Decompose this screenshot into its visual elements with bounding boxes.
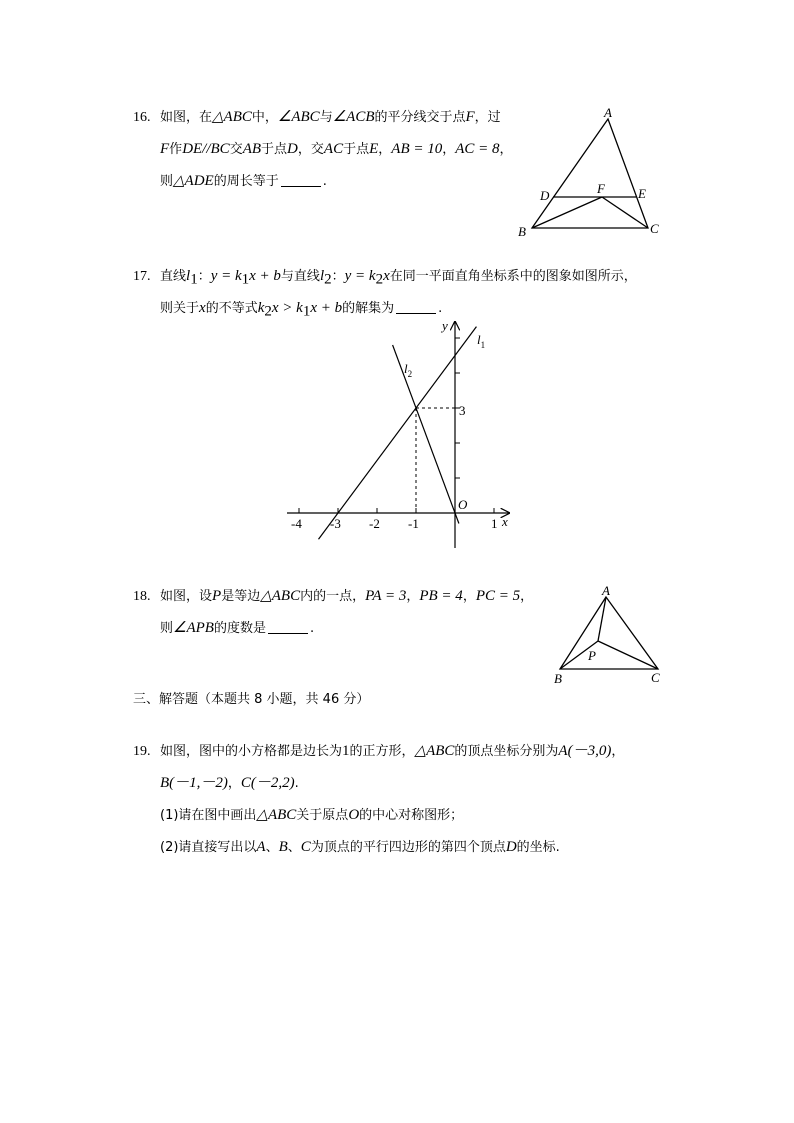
figure-18-triangle xyxy=(548,583,673,688)
question-17-line-2: 则关于x的不等式$k_2x > k_1x + b$的解集为 . xyxy=(160,300,443,320)
section-3-title: 三、解答题（本题共 8 小题，共 46 分） xyxy=(133,692,370,707)
question-number: 17. xyxy=(133,269,151,284)
segment-pc xyxy=(598,641,658,669)
x-tick-label: -2 xyxy=(369,516,380,531)
label-b: B xyxy=(518,224,526,239)
answer-blank[interactable] xyxy=(268,619,308,634)
label-d: D xyxy=(540,188,550,203)
label-b: B xyxy=(554,671,562,686)
label-l2: $l_2$ xyxy=(404,361,413,379)
label-a: A xyxy=(604,105,612,120)
x-axis-label: x xyxy=(502,514,508,529)
question-18-line-1: 如图，设P是等边△ABC内的一点，PA = 3，PB = 4，PC = 5， xyxy=(160,588,534,604)
label-c: C xyxy=(650,221,659,236)
x-tick-labels xyxy=(291,516,498,531)
y-axis-label: y xyxy=(442,318,448,333)
question-16-line-1: 如图，在△ABC中，∠ABC与∠ACB的平分线交于点F，过 xyxy=(160,109,501,125)
question-18 xyxy=(133,581,553,645)
label-a: A xyxy=(602,583,610,598)
x-tick-label: -1 xyxy=(408,516,419,531)
question-16-line-2: F作DE//BC交AB于点D，交AC于点E，AB = 10，AC = 8， xyxy=(160,141,513,157)
question-16-line-3: 则△ADE的周长等于 . xyxy=(160,173,327,189)
label-e: E xyxy=(638,186,646,201)
question-19-part-1: (1)请在图中画出△ABC关于原点O的中心对称图形； xyxy=(160,807,464,823)
label-f: F xyxy=(597,181,605,196)
label-l1: $l_1$ xyxy=(477,332,486,350)
x-tick-label: -4 xyxy=(291,516,302,531)
label-c: C xyxy=(651,670,660,685)
question-19-part-2: (2)请直接写出以A、B、C为顶点的平行四边形的第四个顶点D的坐标. xyxy=(160,839,560,855)
label-p: P xyxy=(588,648,596,663)
y-tick-label-3: 3 xyxy=(459,403,466,418)
line-l2 xyxy=(393,345,459,524)
question-number: 16. xyxy=(133,110,151,125)
question-18-line-2: 则∠APB的度数是 . xyxy=(160,620,315,636)
question-number: 19. xyxy=(133,744,151,759)
question-17-line-1: 直线$l_1$：$y = k_1x + b$与直线$l_2$：$y = k_2x$在同一平面直角坐标系中的图象如图所示， xyxy=(160,268,637,288)
question-number: 18. xyxy=(133,589,151,604)
x-tick-label: -3 xyxy=(330,516,341,531)
question-19 xyxy=(133,736,693,864)
question-19-line-1: 如图，图中的小方格都是边长为1的正方形，△ABC的顶点坐标分别为A(－3,0)， xyxy=(160,743,625,759)
question-19-line-2: B(－1,－2)，C(－2,2). xyxy=(160,775,299,791)
x-tick-label: 1 xyxy=(491,516,498,531)
origin-label: O xyxy=(458,497,468,512)
